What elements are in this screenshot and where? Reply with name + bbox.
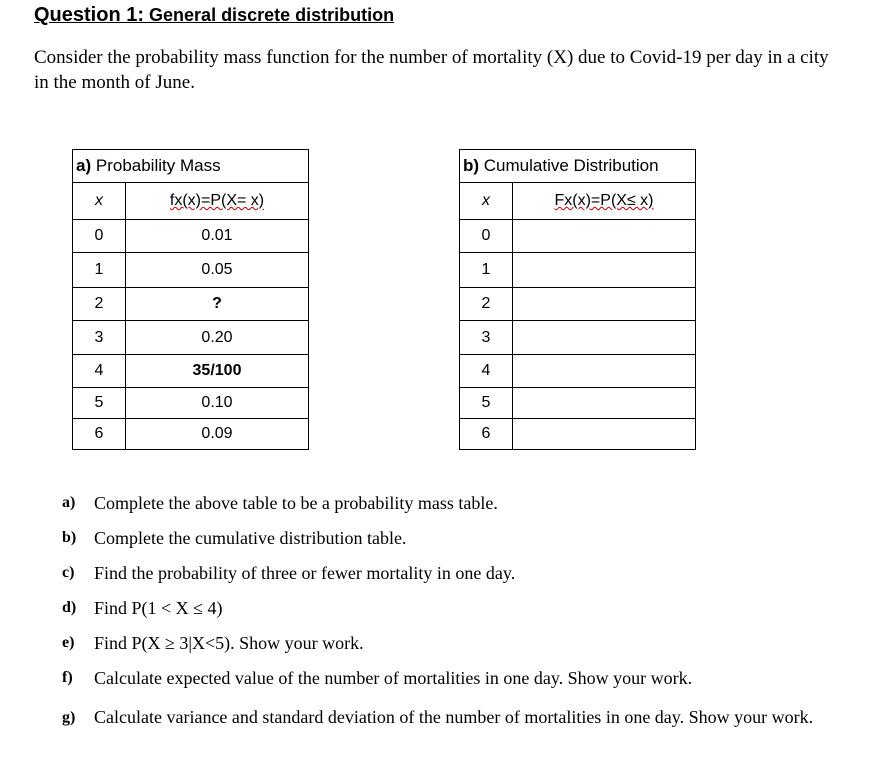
cdf-x-cell: 6 — [460, 419, 513, 450]
cdf-header-x: x — [460, 183, 513, 220]
pmf-header-x: x — [73, 183, 126, 220]
pmf-caption-row — [73, 150, 309, 183]
cdf-header-f — [513, 183, 696, 220]
cdf-row — [460, 253, 696, 288]
cdf-row — [460, 388, 696, 419]
cdf-caption-text: Cumulative Distribution — [483, 156, 659, 175]
pmf-table — [72, 149, 309, 450]
pmf-row — [73, 355, 309, 388]
question-label: b) — [62, 529, 77, 546]
pmf-row — [73, 288, 309, 321]
pmf-header-f-text: fx(x)=P(X= x) — [169, 192, 265, 209]
question-subtitle: General discrete distribution — [149, 5, 395, 25]
question-text: Find P(X ≥ 3|X<5). Show your work. — [94, 633, 364, 653]
cdf-row — [460, 220, 696, 253]
pmf-row — [73, 220, 309, 253]
pmf-x-cell: 0 — [73, 220, 126, 253]
pmf-header-row — [73, 183, 309, 220]
cdf-row — [460, 321, 696, 355]
question-label: e) — [62, 634, 75, 651]
pmf-value-cell: 0.20 — [126, 321, 309, 355]
question-text: Find P(1 < X ≤ 4) — [94, 598, 223, 618]
question-text: Complete the above table to be a probability mass table. — [94, 493, 498, 513]
question-label: f) — [62, 669, 73, 686]
pmf-caption — [73, 150, 309, 183]
pmf-x-cell: 3 — [73, 321, 126, 355]
question-text: Calculate variance and standard deviation of the number of mortalities in one day. Show your work. — [94, 707, 814, 727]
cdf-x-cell: 0 — [460, 220, 513, 253]
pmf-value-cell: 35/100 — [126, 355, 309, 388]
cdf-value-cell — [513, 220, 696, 253]
intro-paragraph: Consider the probability mass function for the number of mortality (X) due to Covid-19 per day in a city in the month of June. — [34, 47, 829, 93]
cdf-header-f-text: Fx(x)=P(X≤ x) — [554, 192, 654, 209]
cdf-value-cell — [513, 321, 696, 355]
pmf-row — [73, 253, 309, 288]
cdf-caption-row — [460, 150, 696, 183]
question-number: Question 1: — [34, 4, 145, 26]
question-label: c) — [62, 564, 75, 581]
pmf-value-cell: ? — [126, 288, 309, 321]
pmf-row — [73, 321, 309, 355]
pmf-x-cell: 4 — [73, 355, 126, 388]
question-item — [62, 490, 862, 525]
cdf-value-cell — [513, 253, 696, 288]
question-item — [62, 700, 862, 735]
question-item — [62, 525, 862, 560]
question-text: Calculate expected value of the number of mortalities in one day. Show your work. — [94, 668, 693, 688]
pmf-value-cell: 0.09 — [126, 419, 309, 450]
cdf-value-cell — [513, 388, 696, 419]
pmf-row — [73, 419, 309, 450]
cdf-caption — [460, 150, 696, 183]
cdf-x-cell: 2 — [460, 288, 513, 321]
question-label: d) — [62, 599, 77, 616]
question-text: Complete the cumulative distribution table. — [94, 528, 407, 548]
cdf-value-cell — [513, 355, 696, 388]
question-title — [34, 4, 394, 27]
pmf-value-cell: 0.01 — [126, 220, 309, 253]
cdf-value-cell — [513, 419, 696, 450]
pmf-row — [73, 388, 309, 419]
pmf-caption-letter: a) — [76, 156, 92, 175]
pmf-x-cell: 6 — [73, 419, 126, 450]
cdf-header-row — [460, 183, 696, 220]
cdf-x-cell: 5 — [460, 388, 513, 419]
question-item — [62, 665, 862, 700]
question-list — [62, 490, 862, 735]
cdf-caption-letter: b) — [463, 156, 480, 175]
question-label: g) — [62, 709, 76, 726]
cdf-value-cell — [513, 288, 696, 321]
pmf-caption-text: Probability Mass — [95, 156, 221, 175]
pmf-value-cell: 0.10 — [126, 388, 309, 419]
question-text: Find the probability of three or fewer mortality in one day. — [94, 563, 516, 583]
cdf-x-cell: 4 — [460, 355, 513, 388]
cdf-row — [460, 355, 696, 388]
pmf-value-cell: 0.05 — [126, 253, 309, 288]
pmf-header-f — [126, 183, 309, 220]
question-item — [62, 560, 862, 595]
cdf-body — [460, 220, 696, 450]
question-item — [62, 630, 862, 665]
question-label: a) — [62, 494, 76, 511]
cdf-x-cell: 3 — [460, 321, 513, 355]
pmf-x-cell: 1 — [73, 253, 126, 288]
question-item — [62, 595, 862, 630]
cdf-row — [460, 288, 696, 321]
cdf-row — [460, 419, 696, 450]
cdf-x-cell: 1 — [460, 253, 513, 288]
cdf-table — [459, 149, 696, 450]
pmf-x-cell: 2 — [73, 288, 126, 321]
pmf-body — [73, 220, 309, 450]
pmf-x-cell: 5 — [73, 388, 126, 419]
